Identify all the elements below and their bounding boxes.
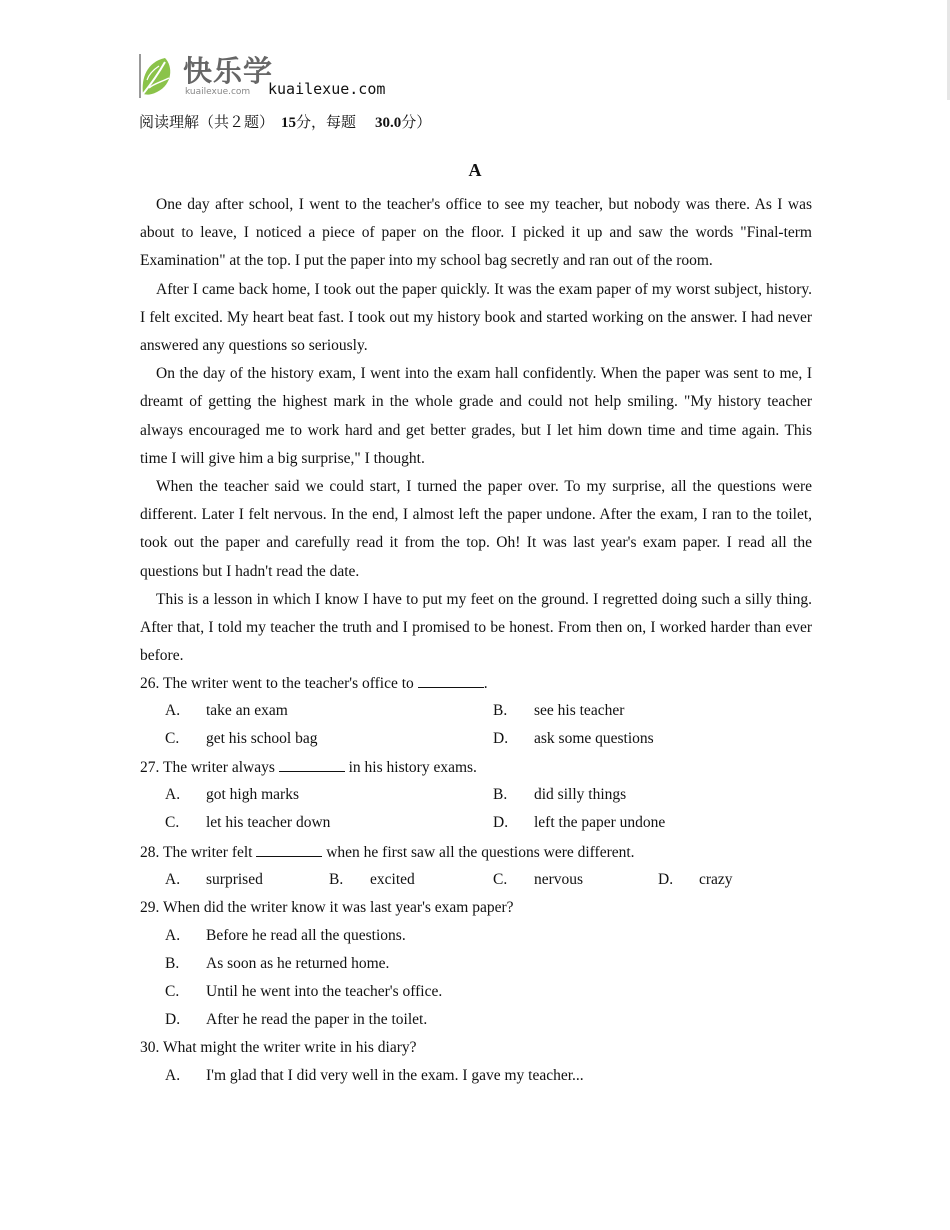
reading-passage	[140, 191, 812, 670]
question-27-stem	[140, 757, 477, 778]
question-28-option-c[interactable]	[493, 870, 583, 890]
option-letter: D.	[165, 1011, 181, 1028]
question-27-option-b[interactable]	[493, 785, 626, 805]
score-total	[375, 114, 431, 132]
question-28-option-b[interactable]	[329, 870, 415, 890]
option-letter: C.	[165, 814, 180, 831]
question-text-end: when he first saw all the questions were different.	[322, 844, 635, 861]
question-29-option-c[interactable]	[165, 982, 442, 1002]
option-text: crazy	[699, 871, 733, 888]
passage-paragraph: On the day of the history exam, I went into the exam hall confidently. When the paper was sent to me, I dreamt of getting the highest mark in the whole grade and could not help smiling. "My history teacher always encouraged me to work hard and get better grades, but I let him down time and time again. This time I will give him a big surprise," I thought.	[140, 365, 812, 467]
question-29-option-a[interactable]	[165, 926, 406, 946]
option-text: Until he went into the teacher's office.	[206, 983, 443, 1000]
option-text: see his teacher	[534, 702, 625, 719]
question-29-option-d[interactable]	[165, 1010, 427, 1030]
option-letter: A.	[165, 1067, 181, 1084]
option-text: surprised	[206, 871, 263, 888]
passage-paragraph: When the teacher said we could start, I turned the paper over. To my surprise, all the questions were different. Later I felt nervous. In the end, I almost left the paper undone. After the exam, I ran to the toilet, took out the paper and carefully read it from the top. Oh! It was last year's exam paper. I read all the questions but I hadn't read the date.	[140, 478, 812, 580]
option-letter: B.	[493, 702, 508, 719]
logo-english-text: kuailexue.com	[185, 87, 251, 97]
option-letter: A.	[165, 786, 181, 803]
question-26-option-d[interactable]	[493, 729, 654, 749]
option-text: excited	[370, 871, 415, 888]
option-text: get his school bag	[206, 730, 318, 747]
option-text: Before he read all the questions.	[206, 927, 406, 944]
option-letter: B.	[165, 955, 180, 972]
answer-blank	[279, 757, 345, 772]
question-28-stem	[140, 842, 635, 863]
option-letter: B.	[493, 786, 508, 803]
option-letter: C.	[493, 871, 508, 888]
question-28-option-a[interactable]	[165, 870, 263, 890]
option-letter: C.	[165, 983, 180, 1000]
question-27-option-a[interactable]	[165, 785, 299, 805]
site-domain: kuailexue.com	[268, 80, 386, 98]
option-text: did silly things	[534, 786, 627, 803]
passage-title: A	[468, 160, 482, 180]
section-label: 阅读理解（共２题）	[139, 115, 275, 131]
question-29-option-b[interactable]	[165, 954, 389, 974]
passage-paragraph: After I came back home, I took out the paper quickly. It was the exam paper of my worst subject, history. I felt excited. My heart beat fast. I took out my history book and started working on the answer. I had never answered any questions so seriously.	[140, 280, 812, 355]
option-letter: D.	[658, 871, 674, 888]
question-text-end: in his history exams.	[344, 759, 477, 776]
option-text: got high marks	[206, 786, 299, 803]
passage-paragraph: One day after school, I went to the teacher's office to see my teacher, but nobody was there. As I was about to leave, I noticed a piece of paper on the floor. I picked it up and saw the words "Final-term Examination" at the top. I put the paper into my school bag secretly and ran out of the room.	[140, 196, 812, 270]
answer-blank	[418, 673, 484, 688]
question-27-option-c[interactable]	[165, 813, 330, 833]
question-28-option-d[interactable]	[658, 870, 733, 890]
option-letter: B.	[329, 871, 344, 888]
option-letter: C.	[165, 730, 180, 747]
option-letter: A.	[165, 871, 181, 888]
question-26-stem	[140, 673, 488, 694]
question-29-stem: 29. When did the writer know it was last year's exam paper?	[140, 899, 514, 916]
score-total-unit: 分）	[401, 115, 432, 131]
leaf-logo-icon	[139, 54, 177, 98]
question-30-option-a[interactable]	[165, 1066, 584, 1086]
option-letter: D.	[493, 730, 509, 747]
question-26-option-c[interactable]	[165, 729, 318, 749]
passage-paragraph: This is a lesson in which I know I have to put my feet on the ground. I regretted doing such a silly thing. After that, I told my teacher the truth and I promised to be honest. From then on, I worked harder than ever before.	[140, 590, 812, 665]
question-text: 27. The writer always	[140, 759, 279, 776]
option-text: left the paper undone	[534, 814, 666, 831]
option-text: ask some questions	[534, 730, 654, 747]
score-count	[281, 114, 356, 132]
option-text: As soon as he returned home.	[206, 955, 390, 972]
logo-chinese-text: 快乐学	[183, 54, 274, 88]
option-letter: D.	[493, 814, 509, 831]
question-30-stem: 30. What might the writer write in his diary?	[140, 1039, 417, 1056]
score-total-value: 30.0	[375, 115, 402, 131]
question-26-option-b[interactable]	[493, 701, 624, 721]
question-text: 26. The writer went to the teacher's office to	[140, 675, 418, 692]
option-letter: A.	[165, 927, 181, 944]
option-text: nervous	[534, 871, 584, 888]
option-text: take an exam	[206, 702, 288, 719]
option-letter: A.	[165, 702, 181, 719]
score-count-value: 15	[281, 115, 296, 131]
option-text: let his teacher down	[206, 814, 331, 831]
brand-logo	[139, 54, 399, 102]
score-count-unit: 分，每题	[296, 115, 357, 131]
option-text: I'm glad that I did very well in the exam. I gave my teacher...	[206, 1067, 584, 1084]
question-text: 28. The writer felt	[140, 844, 257, 861]
question-26-option-a[interactable]	[165, 701, 288, 721]
question-text-end: .	[483, 675, 488, 692]
question-27-option-d[interactable]	[493, 813, 665, 833]
answer-blank	[256, 842, 322, 857]
option-text: After he read the paper in the toilet.	[206, 1011, 428, 1028]
